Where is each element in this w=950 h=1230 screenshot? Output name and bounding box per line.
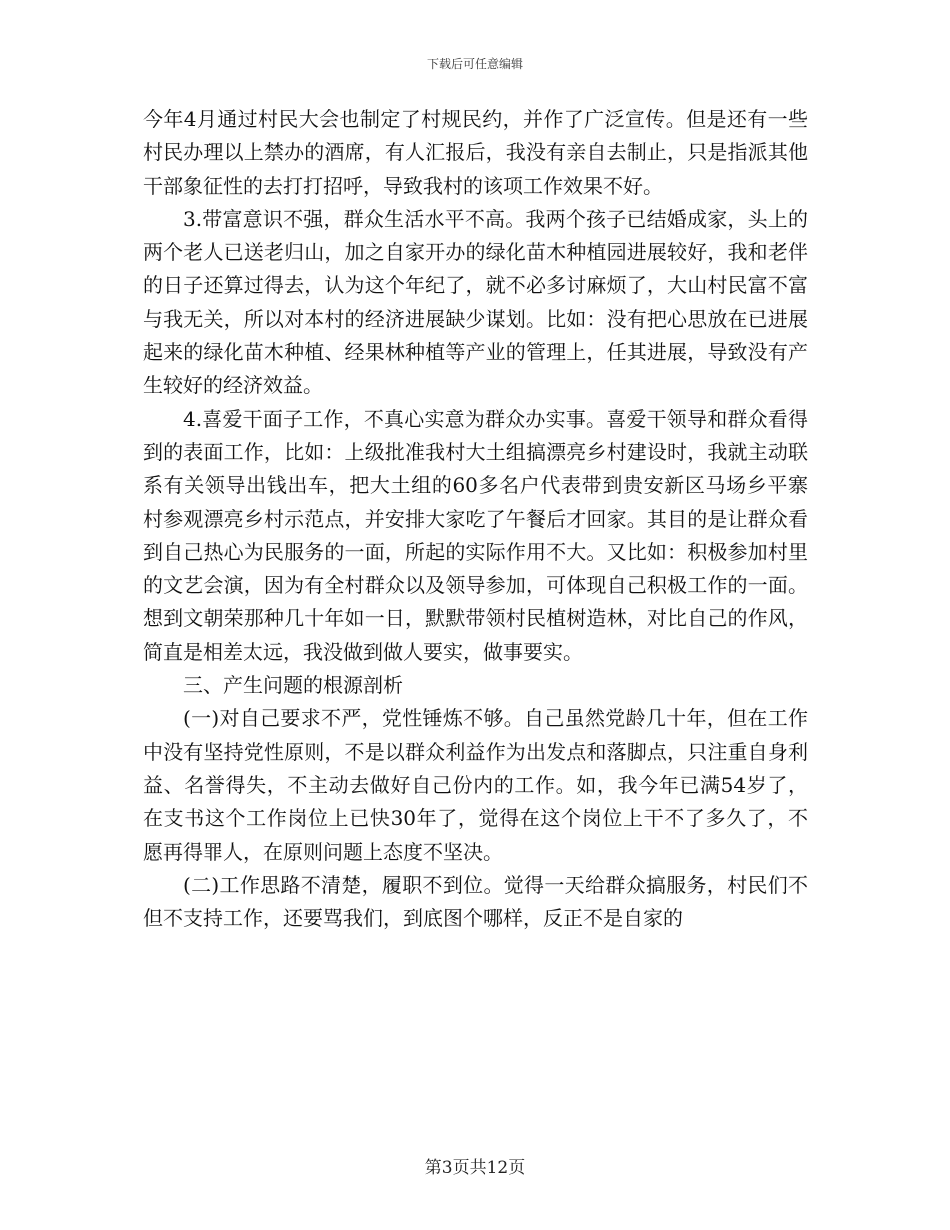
paragraph-subsection-1: (一)对自己要求不严，党性锤炼不够。自己虽然党龄几十年，但在工作中没有坚持党性原则，不是以群众利益作为出发点和落脚点，只注重自身利益、名誉得失，不主动去做好自己份内的工作。如，我今年已满54岁了，在支书这个工作岗位上已快30年了，觉得在这个岗位上干不了多久了，不愿再得罪人，在原则问题上态度不坚决。 (143, 706, 808, 864)
paragraph-continuation: 今年4月通过村民大会也制定了村规民约，并作了广泛宣传。但是还有一些村民办理以上禁办的酒席，有人汇报后，我没有亲自去制止，只是指派其他干部象征性的去打打招呼，导致我村的该项工作效果不好。 (143, 107, 808, 198)
section-heading-root-cause: 三、产生问题的根源剖析 (183, 673, 403, 698)
page-number: 第3页共12页 (424, 1158, 526, 1178)
page-header-note: 下载后可任意编辑 (426, 57, 523, 71)
paragraph-item-4: 4.喜爱干面子工作，不真心实意为群众办实事。喜爱干领导和群众看得到的表面工作，比如：上级批准我村大土组搞漂亮乡村建设时，我就主动联系有关领导出钱出车，把大土组的60多名户代表带到贵安新区马场乡平寨村参观漂亮乡村示范点，并安排大家吃了午餐后才回家。其目的是让群众看到自己热心为民服务的一面，所起的实际作用不大。又比如：积极参加村里的文艺会演，因为有全村群众以及领导参加，可体现自己积极工作的一面。想到文朝荣那种几十年如一日，默默带领村民植树造林，对比自己的作风，简直是相差太远，我没做到做人要实，做事要实。 (143, 406, 808, 664)
document-body (143, 103, 808, 935)
paragraph-subsection-2: (二)工作思路不清楚，履职不到位。觉得一天给群众搞服务，村民们不但不支持工作，还要骂我们，到底图个哪样，反正不是自家的 (143, 872, 808, 931)
paragraph-item-3: 3.带富意识不强，群众生活水平不高。我两个孩子已结婚成家，头上的两个老人已送老归山，加之自家开办的绿化苗木种植园进展较好，我和老伴的日子还算过得去，认为这个年纪了，就不必多讨麻烦了，大山村民富不富与我无关，所以对本村的经济进展缺少谋划。比如：没有把心思放在已进展起来的绿化苗木种植、经果林种植等产业的管理上，任其进展，导致没有产生较好的经济效益。 (143, 206, 808, 398)
